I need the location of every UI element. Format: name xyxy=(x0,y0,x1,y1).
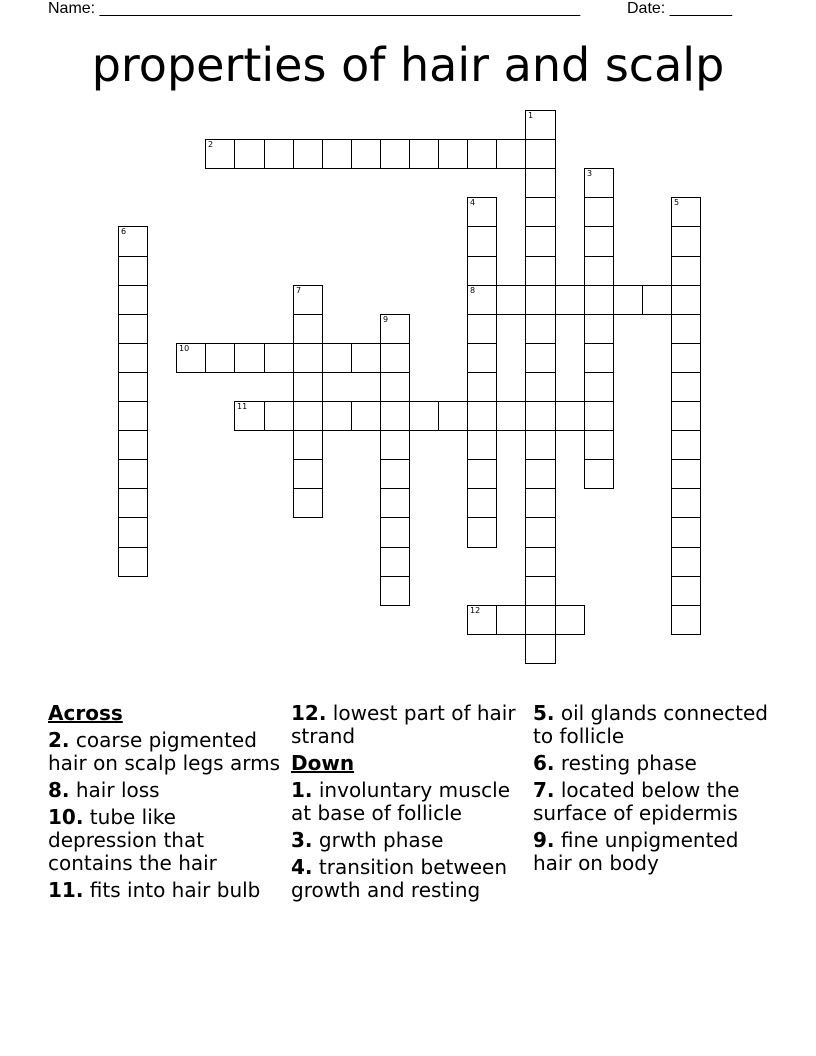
crossword-cell[interactable] xyxy=(671,430,701,460)
crossword-cell[interactable] xyxy=(380,401,410,431)
clue-across-10 xyxy=(48,806,284,875)
crossword-cell[interactable] xyxy=(671,285,701,315)
crossword-cell[interactable] xyxy=(671,547,701,577)
crossword-cell[interactable] xyxy=(118,285,148,315)
crossword-cell[interactable] xyxy=(613,285,643,315)
clue-down-1 xyxy=(291,779,519,825)
crossword-cell[interactable] xyxy=(118,401,148,431)
crossword-cell[interactable] xyxy=(467,139,497,169)
down-heading: Down xyxy=(291,751,355,775)
crossword-cell[interactable] xyxy=(264,401,294,431)
crossword-cell[interactable] xyxy=(234,139,265,169)
crossword-cell[interactable] xyxy=(496,401,526,431)
crossword-cell[interactable] xyxy=(584,256,614,286)
crossword-cell[interactable] xyxy=(293,343,323,373)
clue-column-2 xyxy=(291,702,519,906)
crossword-cell[interactable] xyxy=(584,401,614,431)
date-field-label: Date: _______ xyxy=(627,0,732,17)
name-field-label: Name: ______________________________________________________ xyxy=(48,0,581,17)
crossword-cell[interactable] xyxy=(671,226,701,257)
crossword-cell[interactable] xyxy=(671,576,701,606)
crossword-cell[interactable] xyxy=(351,343,381,373)
crossword-cell[interactable] xyxy=(380,576,410,606)
clue-number-label: 3 xyxy=(587,169,593,178)
clue-text: resting phase xyxy=(560,751,697,775)
crossword-cell[interactable] xyxy=(118,256,148,286)
clue-number-label: 4 xyxy=(470,198,476,207)
clue-number: 4. xyxy=(291,855,313,879)
clue-column-1 xyxy=(48,702,284,906)
clue-text: oil glands connected to follicle xyxy=(533,701,768,748)
clue-across-2 xyxy=(48,729,284,775)
crossword-cell[interactable] xyxy=(467,459,497,489)
crossword-cell[interactable] xyxy=(118,547,148,577)
crossword-cell[interactable] xyxy=(555,401,585,431)
page-title: properties of hair and scalp xyxy=(91,38,725,92)
crossword-cell[interactable] xyxy=(293,459,323,489)
clue-text: coarse pigmented hair on scalp legs arms xyxy=(48,728,280,775)
crossword-cell[interactable] xyxy=(118,459,148,489)
across-heading: Across xyxy=(48,701,123,725)
crossword-cell[interactable] xyxy=(584,430,614,460)
clue-number-label: 12 xyxy=(470,606,481,615)
crossword-cell[interactable] xyxy=(293,285,323,315)
crossword-cell[interactable] xyxy=(176,343,206,373)
crossword-cell[interactable] xyxy=(118,517,148,548)
clue-number-label: 11 xyxy=(237,402,248,411)
clue-number-label: 5 xyxy=(674,198,680,207)
clue-text: fine unpigmented hair on body xyxy=(533,828,739,875)
crossword-cell[interactable] xyxy=(293,488,323,518)
clue-down-5 xyxy=(533,702,773,748)
clue-number-label: 9 xyxy=(383,315,389,324)
crossword-cell[interactable] xyxy=(380,547,410,577)
crossword-cell[interactable] xyxy=(380,372,410,402)
crossword-cell[interactable] xyxy=(467,401,497,431)
crossword-cell[interactable] xyxy=(525,197,556,227)
clue-number: 7. xyxy=(533,778,555,802)
crossword-cell[interactable] xyxy=(293,139,323,169)
crossword-cell[interactable] xyxy=(322,401,352,431)
crossword-cell[interactable] xyxy=(525,139,556,169)
crossword-cell[interactable] xyxy=(496,605,526,635)
crossword-cell[interactable] xyxy=(467,256,497,286)
clue-down-6 xyxy=(533,752,773,775)
clue-text: tube like depression that contains the hair xyxy=(48,805,217,875)
clue-number-label: 1 xyxy=(528,111,534,120)
crossword-cell[interactable] xyxy=(264,139,294,169)
crossword-cell[interactable] xyxy=(293,401,323,431)
crossword-cell[interactable] xyxy=(467,430,497,460)
clue-number: 5. xyxy=(533,701,555,725)
crossword-cell[interactable] xyxy=(467,285,497,315)
crossword-cell[interactable] xyxy=(525,547,556,577)
crossword-cell[interactable] xyxy=(380,488,410,518)
crossword-cell[interactable] xyxy=(380,343,410,373)
crossword-cell[interactable] xyxy=(467,226,497,257)
crossword-cell[interactable] xyxy=(671,401,701,431)
crossword-cell[interactable] xyxy=(671,488,701,518)
clue-number: 6. xyxy=(533,751,555,775)
clue-text: fits into hair bulb xyxy=(89,878,261,902)
clue-down-4 xyxy=(291,856,519,902)
crossword-cell[interactable] xyxy=(380,459,410,489)
crossword-cell[interactable] xyxy=(264,343,294,373)
crossword-cell[interactable] xyxy=(293,314,323,344)
clue-number: 3. xyxy=(291,828,313,852)
clue-down-7 xyxy=(533,779,773,825)
crossword-cell[interactable] xyxy=(467,605,497,635)
clue-number: 8. xyxy=(48,778,70,802)
clue-number: 2. xyxy=(48,728,70,752)
clue-text: hair loss xyxy=(75,778,160,802)
crossword-cell[interactable] xyxy=(467,372,497,402)
clue-down-9 xyxy=(533,829,773,875)
clue-number: 11. xyxy=(48,878,84,902)
crossword-cell[interactable] xyxy=(234,343,265,373)
crossword-cell[interactable] xyxy=(555,605,585,635)
crossword-cell[interactable] xyxy=(467,197,497,227)
clue-text: involuntary muscle at base of follicle xyxy=(291,778,511,825)
crossword-cell[interactable] xyxy=(293,372,323,402)
crossword-cell[interactable] xyxy=(496,139,526,169)
crossword-cell[interactable] xyxy=(584,343,614,373)
crossword-cell[interactable] xyxy=(351,139,381,169)
clue-across-11 xyxy=(48,879,284,902)
crossword-cell[interactable] xyxy=(118,372,148,402)
crossword-cell[interactable] xyxy=(525,517,556,548)
crossword-cell[interactable] xyxy=(525,459,556,489)
crossword-cell[interactable] xyxy=(438,139,468,169)
crossword-cell[interactable] xyxy=(525,343,556,373)
clue-number-label: 7 xyxy=(296,286,302,295)
crossword-cell[interactable] xyxy=(467,488,497,518)
clue-text: lowest part of hair strand xyxy=(291,701,516,748)
clue-number-label: 10 xyxy=(179,344,190,353)
crossword-cell[interactable] xyxy=(467,343,497,373)
crossword-cell[interactable] xyxy=(205,139,235,169)
crossword-cell[interactable] xyxy=(351,401,381,431)
crossword-cell[interactable] xyxy=(584,285,614,315)
crossword-cell[interactable] xyxy=(671,517,701,548)
crossword-cell[interactable] xyxy=(525,576,556,606)
crossword-cell[interactable] xyxy=(409,139,439,169)
clue-number-label: 2 xyxy=(208,140,214,149)
crossword-cell[interactable] xyxy=(584,168,614,198)
crossword-cell[interactable] xyxy=(525,634,556,664)
crossword-cell[interactable] xyxy=(671,197,701,227)
clue-number-label: 6 xyxy=(121,227,127,236)
clue-number: 12. xyxy=(291,701,327,725)
crossword-cell[interactable] xyxy=(293,430,323,460)
crossword-cell[interactable] xyxy=(671,256,701,286)
crossword-cell[interactable] xyxy=(322,343,352,373)
crossword-cell[interactable] xyxy=(525,488,556,518)
crossword-cell[interactable] xyxy=(584,197,614,227)
crossword-cell[interactable] xyxy=(584,314,614,344)
crossword-cell[interactable] xyxy=(118,488,148,518)
crossword-cell[interactable] xyxy=(322,139,352,169)
crossword-cell[interactable] xyxy=(118,314,148,344)
crossword-cell[interactable] xyxy=(496,285,526,315)
clue-number: 9. xyxy=(533,828,555,852)
crossword-cell[interactable] xyxy=(525,605,556,635)
crossword-cell[interactable] xyxy=(525,110,556,140)
crossword-cell[interactable] xyxy=(525,168,556,198)
clue-column-3 xyxy=(533,702,773,879)
crossword-cell[interactable] xyxy=(118,226,148,257)
crossword-cell[interactable] xyxy=(380,430,410,460)
crossword-cell[interactable] xyxy=(525,256,556,286)
clue-across-8 xyxy=(48,779,284,802)
clue-number: 1. xyxy=(291,778,313,802)
crossword-cell[interactable] xyxy=(467,517,497,548)
crossword-cell[interactable] xyxy=(525,430,556,460)
crossword-cell[interactable] xyxy=(525,372,556,402)
crossword-cell[interactable] xyxy=(671,314,701,344)
crossword-cell[interactable] xyxy=(584,226,614,257)
crossword-cell[interactable] xyxy=(671,372,701,402)
clue-text: located below the surface of epidermis xyxy=(533,778,740,825)
crossword-cell[interactable] xyxy=(118,343,148,373)
crossword-cell[interactable] xyxy=(205,343,235,373)
crossword-cell[interactable] xyxy=(555,285,585,315)
crossword-cell[interactable] xyxy=(525,401,556,431)
crossword-cell[interactable] xyxy=(438,401,468,431)
crossword-cell[interactable] xyxy=(525,314,556,344)
crossword-cell[interactable] xyxy=(118,430,148,460)
crossword-cell[interactable] xyxy=(642,285,672,315)
crossword-cell[interactable] xyxy=(671,459,701,489)
clue-text: grwth phase xyxy=(318,828,444,852)
crossword-cell[interactable] xyxy=(380,139,410,169)
crossword-cell[interactable] xyxy=(671,605,701,635)
crossword-cell[interactable] xyxy=(584,372,614,402)
crossword-cell[interactable] xyxy=(409,401,439,431)
crossword-cell[interactable] xyxy=(380,314,410,344)
crossword-cell[interactable] xyxy=(584,459,614,489)
clue-down-3 xyxy=(291,829,519,852)
clue-number-label: 8 xyxy=(470,286,476,295)
clue-text: transition between growth and resting xyxy=(291,855,507,902)
clue-across-12 xyxy=(291,702,519,748)
crossword-cell[interactable] xyxy=(671,343,701,373)
crossword-cell[interactable] xyxy=(467,314,497,344)
clue-number: 10. xyxy=(48,805,84,829)
crossword-cell[interactable] xyxy=(234,401,265,431)
crossword-cell[interactable] xyxy=(380,517,410,548)
crossword-cell[interactable] xyxy=(525,285,556,315)
crossword-cell[interactable] xyxy=(525,226,556,257)
